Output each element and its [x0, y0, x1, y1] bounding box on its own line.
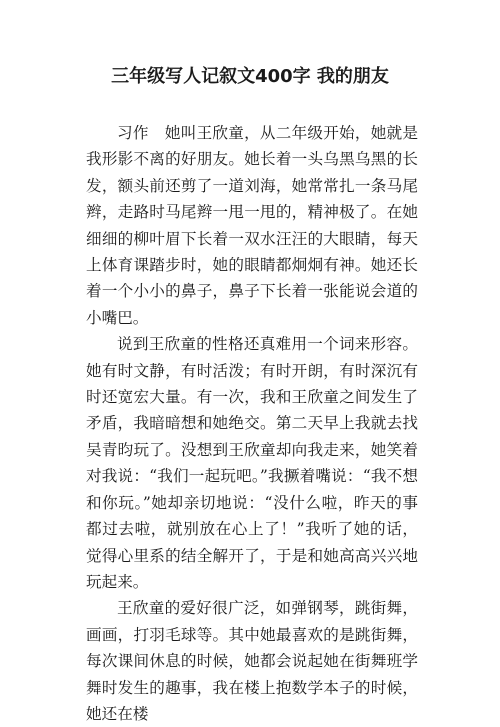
section-label: 习作 — [117, 124, 149, 142]
paragraph-2: 说到王欣童的性格还真难用一个词来形容。她有时文静，有时活泼；有时开朗，有时深沉有时还宽宏大量。有一次，我和王欣童之间发生了矛盾，我暗暗想和她绝交。第二天早上我就去找吴青昀玩了。没想到王欣童却向我走来，她笑着对我说：“我们一起玩吧。”我撅着嘴说：“我不想和你玩。”她却亲切地说：“没什么啦，昨天的事都过去啦，就别放在心上了！”我听了她的话，觉得心里系的结全解开了，于是和她高高兴兴地玩起来。 — [86, 335, 418, 591]
document-title: 三年级写人记叙文400字 我的朋友 — [111, 66, 389, 87]
paragraph-3: 王欣童的爱好很广泛，如弹钢琴，跳街舞，画画，打羽毛球等。其中她最喜欢的是跳街舞，每次课间休息的时候，她都会说起她在街舞班学舞时发生的趣事，我在楼上抱数学本子的时候，她还在楼 — [86, 599, 418, 723]
paragraph-1 — [86, 120, 418, 331]
document-body — [86, 120, 418, 727]
paragraph-1-text: 她叫王欣童，从二年级开始，她就是我形影不离的好朋友。她长着一头乌黑乌黑的长发，额头前还剪了一道刘海，她常常扎一条马尾辫，走路时马尾辫一甩一甩的，精神极了。在她细细的柳叶眉下长着一双水汪汪的大眼睛，每天上体育课踏步时，她的眼睛都炯炯有神。她还长着一个小小的鼻子，鼻子下长着一张能说会道的小嘴巴。 — [86, 124, 418, 327]
